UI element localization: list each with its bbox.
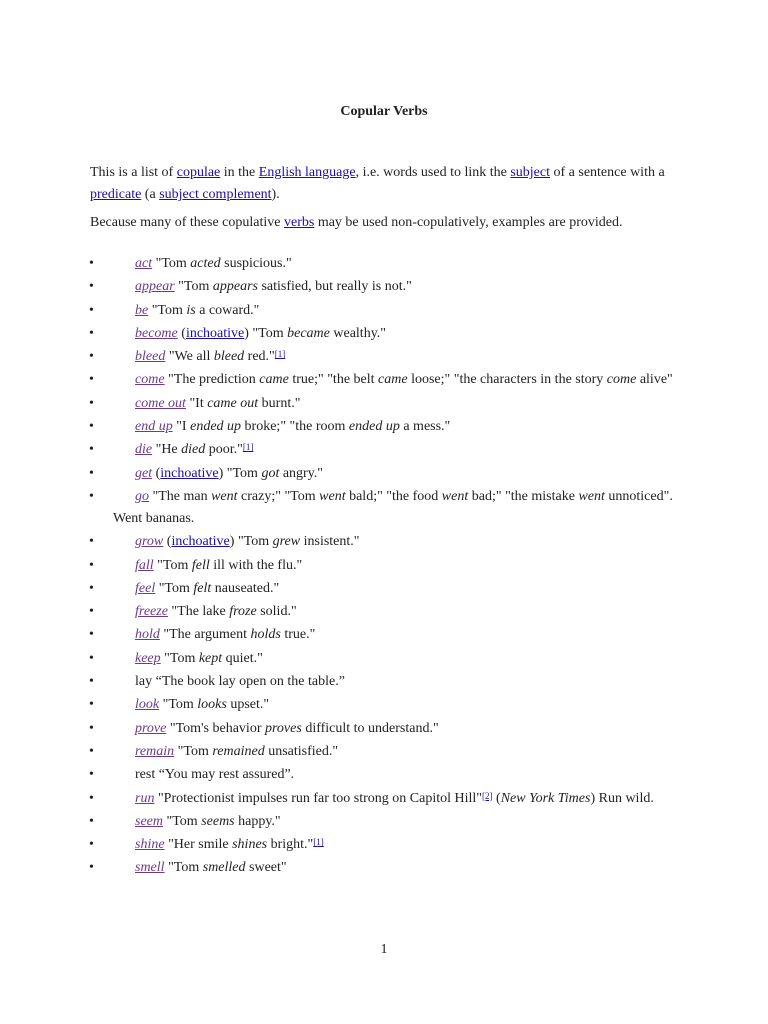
item-content [113,466,323,481]
footnote-link[interactable]: [1] [313,837,324,848]
list-item [0,578,768,600]
emphasized-verb: went [211,488,238,504]
verb-link[interactable]: look [135,697,160,713]
item-text: satisfied, but really is not." [257,279,412,295]
verb-link[interactable]: shine [135,837,165,853]
item-text: "Protectionist impulses run far too strong on Capitol Hill" [154,790,483,806]
bullet-icon: • [89,813,94,829]
bullet-icon: • [89,419,94,435]
verb-link[interactable]: prove [135,720,167,736]
item-text: ) Run wild. [590,790,654,806]
verb-link[interactable]: remain [135,743,175,759]
item-text: difficult to understand." [301,720,439,736]
footnote-link[interactable]: [2] [482,790,493,801]
item-text: "Tom [159,697,198,713]
intro-text: , i.e. words used to link the [355,165,511,180]
footnote-link[interactable]: [1] [242,442,254,453]
verb-link[interactable]: be [135,302,149,318]
item-text: ) [218,465,224,481]
item-content [113,791,654,806]
list-item [0,486,768,530]
footnote-ref [313,837,324,847]
bullet-icon: • [89,860,94,876]
item-content [113,326,386,341]
emphasized-verb: died [181,442,206,458]
emphasized-verb: acted [190,256,221,271]
link-verbs[interactable]: verbs [283,215,315,230]
bullet-icon: • [89,720,94,736]
link-subject[interactable]: subject [510,165,550,180]
emphasized-verb: proves [265,720,302,736]
bullet-icon: • [89,372,94,388]
emphasized-verb: holds [250,627,281,643]
verb-link[interactable]: go [135,488,149,504]
emphasized-verb: bleed [213,349,245,365]
item-content [113,534,360,549]
item-text: "Tom [153,557,192,573]
list-item [0,369,768,391]
bullet-icon: • [89,395,94,411]
bullet-icon: • [89,442,94,458]
footnote-ref [482,791,493,801]
bullet-icon: • [89,790,94,806]
item-text: "Tom [148,302,187,318]
list-item [0,694,768,716]
emphasized-verb: became [287,325,330,341]
item-text: "The argument [159,627,251,643]
item-content [113,558,302,573]
item-content [113,581,279,596]
list-item [0,253,768,275]
verb-link[interactable]: die [135,442,153,458]
list-item [0,346,768,368]
bullet-icon: • [89,465,94,481]
emphasized-verb: went [441,488,469,504]
item-text: insistent." [300,534,360,550]
item-content [113,256,292,271]
item-content [113,489,673,526]
verb-link[interactable]: grow [135,534,164,550]
item-text: "The man [149,488,212,504]
item-text: ) [244,325,249,341]
bullet-icon: • [89,302,94,318]
bullet-icon: • [89,557,94,573]
item-text: "Tom [234,534,273,550]
item-text: "Tom [248,325,288,341]
item-text: unsatisfied." [264,743,339,759]
item-text: "Tom [152,256,191,271]
item-text: "We all [165,349,214,365]
footnote-ref [243,442,254,452]
item-content [113,674,345,689]
item-text: unnoticed". Went bananas. [113,488,673,526]
emphasized-verb: ended up [190,419,242,435]
item-text: happy." [234,813,281,829]
emphasized-verb: is [186,302,196,318]
list-item [0,741,768,763]
explanation-text: may be used non-copulatively, examples are provided. [314,215,623,230]
emphasized-verb: fell [191,557,210,573]
item-text: sweet" [245,860,287,876]
emphasized-verb: come [606,372,637,388]
source-title: New York Times [500,790,591,806]
verb-link[interactable]: run [135,790,155,806]
item-text: ( [492,790,501,806]
bullet-icon: • [89,488,94,504]
item-text: angry." [279,465,324,481]
item-content [113,651,263,666]
bullet-icon: • [89,256,94,271]
item-text: poor." [205,442,243,458]
emphasized-verb: ended up [348,419,400,435]
bullet-icon: • [89,650,94,666]
item-content [113,442,253,457]
inchoative-link[interactable]: inchoative [185,325,245,341]
emphasized-verb: froze [229,604,257,620]
item-text: ( [152,465,161,481]
item-text: "I [172,419,191,435]
footnote-ref [275,349,286,359]
item-text: quiet." [222,650,263,666]
list-item [0,276,768,298]
bullet-icon: • [89,604,94,620]
item-text: burnt." [258,395,301,411]
item-content [113,279,412,294]
emphasized-verb: kept [198,650,223,666]
item-text: upset." [226,697,270,713]
list-item [0,531,768,553]
emphasized-verb: smelled [202,860,246,876]
item-text: "Her smile [164,837,233,853]
verb-link[interactable]: become [135,325,178,341]
link-subject-complement[interactable]: subject complement [159,187,272,202]
item-content [113,396,300,411]
item-text: loose;" "the characters in the story [407,372,607,388]
item-text: broke;" "the room [241,419,349,435]
item-text: bad;" "the mistake [468,488,579,504]
verb-link[interactable]: come out [135,395,186,411]
inchoative-link[interactable]: inchoative [171,534,230,550]
emphasized-verb: grew [272,534,301,550]
item-content [113,627,315,642]
item-content [113,604,297,619]
emphasized-verb: got [261,465,280,481]
list-item [0,624,768,646]
explanation-text: Because many of these copulative [90,215,284,230]
list-item [0,857,768,879]
verb-link[interactable]: bleed [135,349,166,365]
intro-text: This is a list of [90,165,177,180]
item-text: "Tom [163,813,202,829]
bullet-icon: • [89,580,94,596]
bullet-icon: • [89,697,94,713]
list-item [0,439,768,461]
list-item [0,788,768,810]
page-number: 1 [380,942,388,957]
verb-link[interactable]: freeze [135,604,168,620]
item-text: "It [185,395,208,411]
bullet-icon: • [89,674,94,690]
emphasized-verb: came [259,372,289,388]
bullet-icon: • [89,279,94,295]
emphasized-verb: went [319,488,346,504]
item-content [113,837,324,852]
item-content [113,303,259,318]
intro-text: of a sentence with a [550,165,665,180]
bullet-icon: • [89,837,94,853]
emphasized-verb: came out [207,395,259,411]
list-item [0,323,768,345]
list-item [0,811,768,833]
bullet-icon: • [89,534,94,550]
verb-link[interactable]: seem [135,813,163,829]
emphasized-verb: went [578,488,605,504]
link-predicate[interactable]: predicate [90,187,142,202]
item-text: a coward." [195,302,260,318]
verb-link[interactable]: act [135,256,153,271]
item-text: true." [280,627,316,643]
item-text: a mess." [399,419,451,435]
item-text: "Tom [174,279,213,295]
list-item [0,834,768,856]
list-item [0,416,768,438]
item-text: alive" [636,372,673,388]
item-text: "He [152,442,182,458]
emphasized-verb: seems [201,813,235,829]
verb-link[interactable]: keep [135,650,161,666]
item-text: bald;" "the food [345,488,442,504]
item-text: "Tom's behavior [166,720,265,736]
list-item [0,671,768,693]
item-content [113,349,285,364]
bullet-icon: • [89,767,94,783]
intro-text: (a [141,187,160,202]
bullet-icon: • [89,349,94,365]
item-text: wealthy." [329,325,386,341]
item-content [113,721,439,736]
item-text: nauseated." [211,580,280,596]
inchoative-link[interactable]: inchoative [160,465,219,481]
list-item [0,648,768,670]
item-content [113,697,269,712]
item-content [113,372,673,387]
list-item [0,555,768,577]
item-text: crazy;" "Tom [237,488,320,504]
item-text: bright." [267,837,314,853]
item-text: suspicious." [220,256,292,271]
list-item [0,718,768,740]
list-item [0,601,768,623]
item-content [113,814,281,829]
footnote-link[interactable]: [1] [274,349,286,360]
item-text: "Tom [223,465,262,481]
verb-link[interactable]: get [135,465,153,481]
item-content [113,744,338,759]
intro-text: ). [271,187,280,202]
emphasized-verb: shines [232,837,268,853]
bullet-icon: • [89,325,94,341]
item-text: ( [163,534,172,550]
item-text: "Tom [160,650,199,666]
item-text: rest “You may rest assured”. [135,767,295,783]
item-text: ) [229,534,235,550]
emphasized-verb: came [378,372,408,388]
verb-link[interactable]: fall [135,557,154,573]
item-text: ill with the flu." [209,557,303,573]
emphasized-verb: felt [193,580,212,596]
list-item [0,393,768,415]
emphasized-verb: looks [197,697,227,713]
item-content [113,767,294,782]
verb-link[interactable]: end up [135,419,173,435]
list-item [0,463,768,485]
intro-paragraph [90,162,680,206]
link-english-language[interactable]: English language [258,165,356,180]
item-text: solid." [256,604,297,620]
intro-text: in the [220,165,259,180]
list-item [0,764,768,786]
emphasized-verb: remained [212,743,265,759]
item-text: ( [177,325,186,341]
item-text: "Tom [164,860,203,876]
verb-link[interactable]: hold [135,627,160,643]
bullet-icon: • [89,627,94,643]
list-item [0,300,768,322]
emphasized-verb: appears [212,279,258,295]
item-content [113,419,450,434]
page-title: Copular Verbs [340,104,428,119]
item-text: lay “The book lay open on the table.” [135,674,345,690]
explanation-paragraph [90,212,680,234]
verb-link[interactable]: smell [135,860,165,876]
item-text: "Tom [155,580,194,596]
verb-link[interactable]: feel [135,580,156,596]
verb-link[interactable]: come [135,372,165,388]
item-text: red." [244,349,275,365]
item-content [113,860,287,875]
item-text: "The prediction [164,372,260,388]
bullet-icon: • [89,743,94,759]
item-text: "Tom [174,743,213,759]
item-text: true;" "the belt [288,372,379,388]
item-text: "The lake [167,604,230,620]
verb-link[interactable]: appear [135,279,175,295]
copular-verb-list [0,253,768,881]
link-copulae[interactable]: copulae [176,165,221,180]
